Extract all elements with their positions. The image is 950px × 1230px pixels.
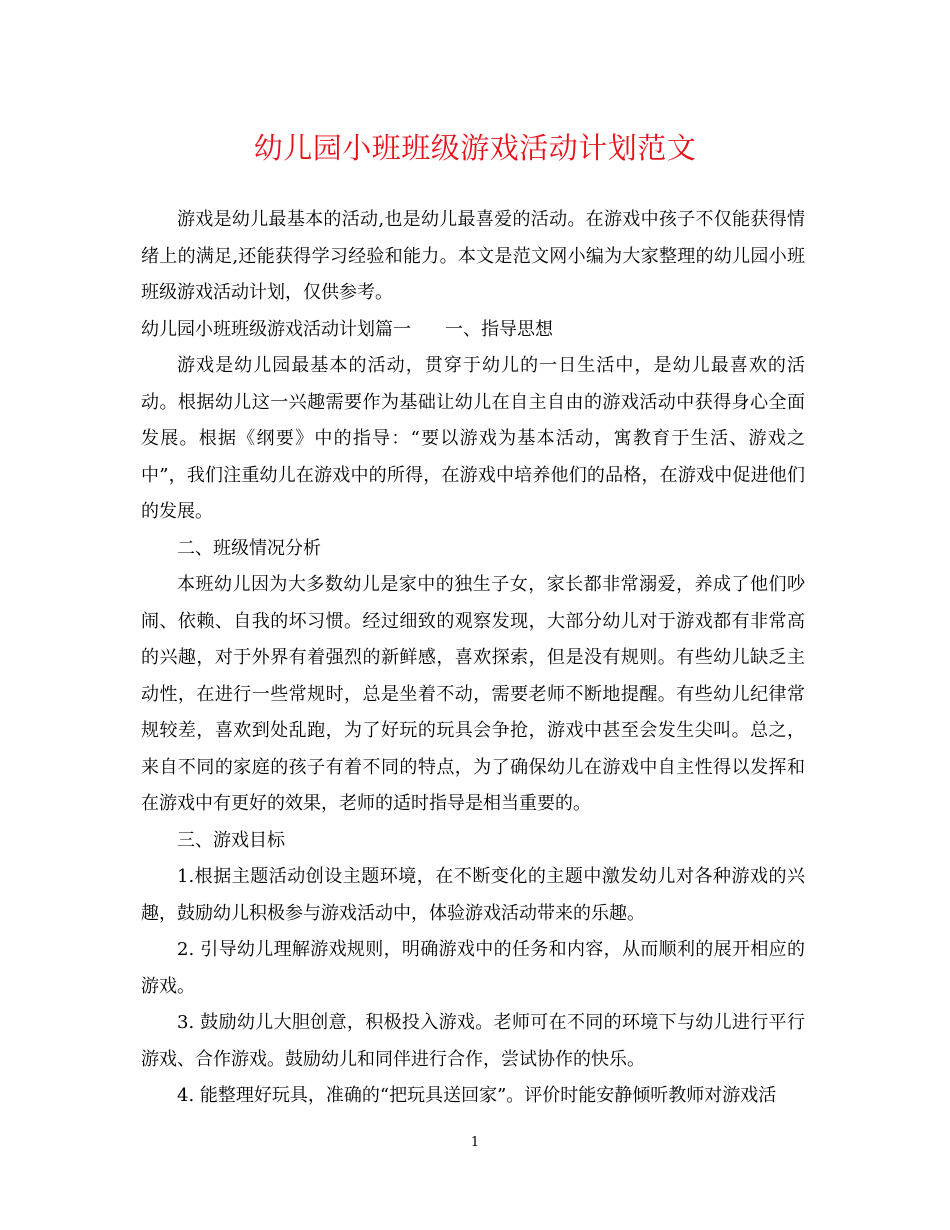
document-title: 幼儿园小班班级游戏活动计划范文 [253, 131, 697, 165]
class-analysis-paragraph: 本班幼儿因为大多数幼儿是家中的独生子女，家长都非常溺爱，养成了他们吵闹、依赖、自我的坏习惯。经过细致的观察发现，大部分幼儿对于游戏都有非常高的兴趣，对于外界有着强烈的新鲜感，喜欢探索，但是没有规则。有些幼儿缺乏主动性，在进行一些常规时，总是坐着不动，需要老师不断地提醒。有些幼儿纪律常规较差，喜欢到处乱跑，为了好玩的玩具会争抢，游戏中甚至会发生尖叫。总之，来自不同的家庭的孩子有着不同的特点，为了确保幼儿在游戏中自主性得以发挥和在游戏中有更好的效果，老师的适时指导是相当重要的。 [141, 574, 805, 814]
goal-item-1: 1.根据主题活动创设主题环境，在不断变化的主题中激发幼儿对各种游戏的兴趣，鼓励幼儿积极参与游戏活动中，体验游戏活动带来的乐趣。 [141, 866, 805, 924]
goal-item-3: 3. 鼓励幼儿大胆创意，积极投入游戏。老师可在不同的环境下与幼儿进行平行游戏、合作游戏。鼓励幼儿和同伴进行合作，尝试协作的快乐。 [141, 1012, 805, 1070]
intro-paragraph: 游戏是幼儿最基本的活动,也是幼儿最喜爱的活动。在游戏中孩子不仅能获得情绪上的满足,还能获得学习经验和能力。本文是范文网小编为大家整理的幼儿园小班班级游戏活动计划，仅供参考。 [141, 209, 805, 303]
page-number: 1 [470, 1135, 480, 1150]
heading-game-goals: 三、游戏目标 [177, 829, 285, 851]
heading-guiding-ideology: 一、指导思想 [445, 318, 553, 340]
goal-item-2: 2. 引导幼儿理解游戏规则，明确游戏中的任务和内容，从而顺利的展开相应的游戏。 [141, 939, 805, 997]
guiding-ideology-paragraph: 游戏是幼儿园最基本的活动，贯穿于幼儿的一日生活中，是幼儿最喜欢的活动。根据幼儿这一兴趣需要作为基础让幼儿在自主自由的游戏活动中获得身心全面发展。根据《纲要》中的指导：“要以游戏为基本活动，寓教育于生活、游戏之中”，我们注重幼儿在游戏中的所得，在游戏中培养他们的品格，在游戏中促进他们的发展。 [141, 355, 805, 522]
goal-item-4: 4. 能整理好玩具，准确的“把玩具送回家”。评价时能安静倾听教师对游戏活 [177, 1085, 777, 1106]
document-body [141, 202, 805, 1115]
heading-class-analysis: 二、班级情况分析 [177, 537, 321, 559]
section-heading-row [141, 312, 805, 349]
section-title: 幼儿园小班班级游戏活动计划篇一 [141, 318, 411, 340]
